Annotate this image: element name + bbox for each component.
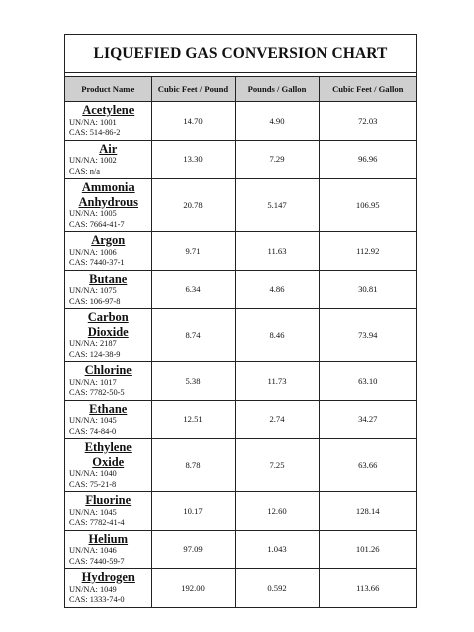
product-cell — [65, 400, 151, 439]
cas-number: CAS: 514-86-2 — [69, 128, 121, 137]
product-name: Argon — [91, 233, 126, 247]
table-row — [65, 569, 416, 607]
product-name: Chlorine — [84, 363, 132, 377]
table-row — [65, 270, 416, 309]
cubic-feet-per-gallon-cell: 106.95 — [319, 179, 416, 232]
table-body — [65, 102, 416, 607]
product-name-wrap — [69, 493, 148, 508]
un-na-number: UN/NA: 2187 — [69, 339, 117, 348]
product-name: Helium — [88, 531, 129, 546]
product-name-wrap — [69, 272, 148, 287]
product-name-wrap — [69, 142, 148, 157]
un-na-number: UN/NA: 1046 — [69, 546, 117, 555]
cubic-feet-per-pound-cell: 6.34 — [151, 270, 235, 309]
cubic-feet-per-pound-cell: 20.78 — [151, 179, 235, 232]
cubic-feet-per-gallon-cell: 113.66 — [319, 569, 416, 607]
product-name-wrap — [69, 570, 148, 585]
pounds-per-gallon-cell: 5.147 — [235, 179, 319, 232]
product-name: Ethane — [89, 401, 128, 416]
cas-number: CAS: 106-97-8 — [69, 296, 121, 306]
cas-number: CAS: 7440-37-1 — [69, 258, 125, 267]
header-cubic-feet-per-gallon: Cubic Feet / Gallon — [319, 77, 416, 102]
table-row — [65, 232, 416, 271]
table-row — [65, 102, 416, 141]
cas-number: CAS: 74-84-0 — [69, 426, 117, 436]
header-pounds-per-gallon: Pounds / Gallon — [235, 77, 319, 102]
cas-number: CAS: 7782-41-4 — [69, 518, 125, 527]
table-row — [65, 400, 416, 439]
cubic-feet-per-gallon-cell: 30.81 — [319, 270, 416, 309]
header-cubic-feet-per-pound: Cubic Feet / Pound — [151, 77, 235, 102]
product-name: Hydrogen — [81, 570, 135, 584]
table-row — [65, 309, 416, 362]
product-cell — [65, 309, 151, 362]
cubic-feet-per-pound-cell: 12.51 — [151, 400, 235, 439]
un-na-number: UN/NA: 1005 — [69, 209, 117, 218]
product-name-wrap — [69, 233, 148, 248]
cubic-feet-per-pound-cell: 97.09 — [151, 530, 235, 569]
header-row — [65, 77, 416, 102]
product-name-wrap — [69, 310, 148, 339]
cas-number: CAS: 7664-41-7 — [69, 219, 125, 229]
cubic-feet-per-gallon-cell: 72.03 — [319, 102, 416, 141]
cas-number: CAS: 7440-59-7 — [69, 556, 125, 566]
un-na-number: UN/NA: 1075 — [69, 286, 117, 295]
product-name: Ammonia Anhydrous — [78, 180, 139, 209]
pounds-per-gallon-cell: 7.29 — [235, 140, 319, 179]
chart-title: LIQUEFIED GAS CONVERSION CHART — [65, 35, 416, 73]
cubic-feet-per-pound-cell: 14.70 — [151, 102, 235, 141]
cas-number: CAS: 75-21-8 — [69, 479, 117, 489]
product-name-wrap — [69, 440, 148, 469]
un-na-number: UN/NA: 1045 — [69, 507, 117, 517]
pounds-per-gallon-cell: 0.592 — [235, 569, 319, 607]
cas-number: CAS: 7782-50-5 — [69, 388, 125, 397]
cubic-feet-per-gallon-cell: 63.10 — [319, 362, 416, 401]
cubic-feet-per-gallon-cell: 34.27 — [319, 400, 416, 439]
un-na-number: UN/NA: 1040 — [69, 469, 117, 478]
table-row — [65, 179, 416, 232]
cubic-feet-per-pound-cell: 8.74 — [151, 309, 235, 362]
product-name: Butane — [89, 271, 128, 286]
pounds-per-gallon-cell: 11.73 — [235, 362, 319, 401]
conversion-table — [65, 77, 416, 607]
table-row — [65, 492, 416, 531]
product-name-wrap — [69, 180, 148, 209]
un-na-number: UN/NA: 1045 — [69, 416, 117, 425]
cubic-feet-per-gallon-cell: 128.14 — [319, 492, 416, 531]
cubic-feet-per-gallon-cell: 63.66 — [319, 439, 416, 492]
product-name-wrap — [69, 532, 148, 547]
pounds-per-gallon-cell: 2.74 — [235, 400, 319, 439]
table-row — [65, 530, 416, 569]
product-cell — [65, 102, 151, 141]
cubic-feet-per-pound-cell: 13.30 — [151, 140, 235, 179]
product-cell — [65, 179, 151, 232]
un-na-number: UN/NA: 1049 — [69, 584, 117, 594]
product-name-wrap — [69, 103, 148, 118]
header-product-name: Product Name — [65, 77, 151, 102]
product-cell — [65, 569, 151, 607]
conversion-chart — [64, 34, 417, 608]
cubic-feet-per-pound-cell: 8.78 — [151, 439, 235, 492]
table-row — [65, 362, 416, 401]
product-name: Fluorine — [85, 493, 132, 507]
product-cell — [65, 439, 151, 492]
un-na-number: UN/NA: 1017 — [69, 377, 117, 387]
product-name: Air — [99, 141, 118, 156]
cas-number: CAS: 1333-74-0 — [69, 595, 125, 604]
pounds-per-gallon-cell: 4.90 — [235, 102, 319, 141]
cubic-feet-per-gallon-cell: 96.96 — [319, 140, 416, 179]
pounds-per-gallon-cell: 4.86 — [235, 270, 319, 309]
pounds-per-gallon-cell: 7.25 — [235, 439, 319, 492]
product-cell — [65, 140, 151, 179]
cubic-feet-per-pound-cell: 5.38 — [151, 362, 235, 401]
pounds-per-gallon-cell: 11.63 — [235, 232, 319, 271]
cubic-feet-per-gallon-cell: 101.26 — [319, 530, 416, 569]
product-cell — [65, 492, 151, 531]
cubic-feet-per-pound-cell: 9.71 — [151, 232, 235, 271]
cubic-feet-per-pound-cell: 192.00 — [151, 569, 235, 607]
product-cell — [65, 232, 151, 271]
pounds-per-gallon-cell: 1.043 — [235, 530, 319, 569]
pounds-per-gallon-cell: 8.46 — [235, 309, 319, 362]
table-row — [65, 140, 416, 179]
product-cell — [65, 270, 151, 309]
un-na-number: UN/NA: 1001 — [69, 117, 117, 127]
product-name: Carbon Dioxide — [87, 310, 129, 339]
product-name: Acetylene — [82, 103, 135, 117]
cubic-feet-per-pound-cell: 10.17 — [151, 492, 235, 531]
product-name: Ethylene Oxide — [84, 440, 132, 469]
cubic-feet-per-gallon-cell: 112.92 — [319, 232, 416, 271]
cas-number: CAS: n/a — [69, 166, 100, 176]
product-cell — [65, 362, 151, 401]
product-cell — [65, 530, 151, 569]
pounds-per-gallon-cell: 12.60 — [235, 492, 319, 531]
table-row — [65, 439, 416, 492]
product-name-wrap — [69, 402, 148, 417]
product-name-wrap — [69, 363, 148, 378]
cas-number: CAS: 124-38-9 — [69, 349, 121, 359]
un-na-number: UN/NA: 1006 — [69, 247, 117, 257]
un-na-number: UN/NA: 1002 — [69, 156, 117, 165]
cubic-feet-per-gallon-cell: 73.94 — [319, 309, 416, 362]
